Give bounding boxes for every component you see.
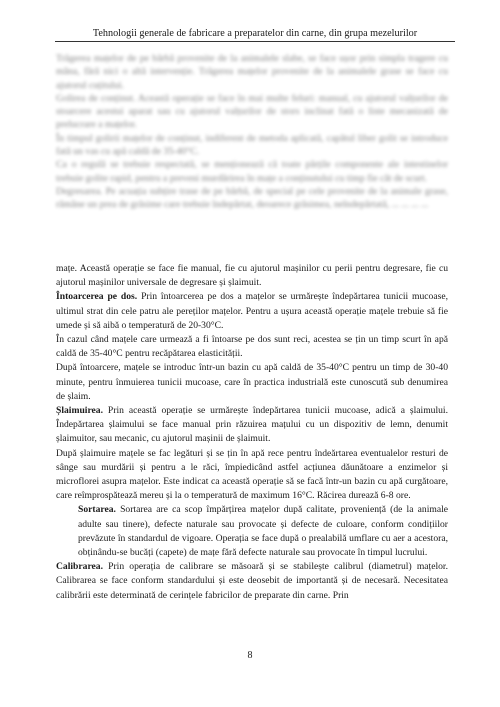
paragraph	[56, 361, 448, 404]
paragraph-text: Sortarea are ca scop împărțirea mațelor după calitate, proveniență (de la animale adulte sau tinere), defecte naturale sau provocate și defecte de culoare, conform condițiilor prevăzute în standardul de vigoare. Operația se face după o prealabilă umflare cu aer a acestora, obținându-se bucăți (capete) de mațe fără defecte naturale sau provocate în timpul lucrului.	[78, 504, 448, 559]
paragraph-text: mațe. Această operație se face fie manual, fie cu ajutorul mașinilor cu perii pentru degresare, fie cu ajutorul mașinilor universale de degresare și șlaimuit.	[56, 263, 448, 289]
paragraph-text: După șlaimuire mațele se fac legături și se țin în apă rece pentru îndeărtarea eventualelor resturi de sânge sau murdării și pentru a le răci, împiedicând astfel acțiunea dăunătoare a enzimelor și microflorei asupra mațelor. Este indicat ca această operație să se facă într-un bazin cu apă curgătoare, care reîmprospătează mereu și la o temperatură de maximum 16°C. Răcirea durează 6-8 ore.	[56, 447, 448, 502]
body-text	[56, 262, 448, 603]
section-heading: Întoarcerea pe dos.	[56, 291, 138, 303]
blurred-paragraph: În timpul golirii mațelor de conținut, indiferent de metoda aplicată, capătul liber golit se introduce fată un vas cu apă caldă de 35-40°C.	[56, 132, 448, 158]
section-heading: Șlaimuirea.	[56, 405, 103, 417]
page-number: 8	[247, 650, 253, 661]
paragraph	[56, 290, 448, 333]
blurred-paragraph: Trăgerea mațelor de pe bărbă provenite de la animalele slabe, se face ușor prin simpla tragere cu mâna, fără nici o altă intervenție. Trăgerea mațelor provenite de la animalele grase se face cu ajutorul cuțitului.	[56, 53, 448, 91]
header-rule	[55, 41, 455, 42]
paragraph	[56, 560, 448, 603]
paragraph-text: În cazul când mațele care urmează a fi întoarse pe dos sunt reci, acestea se țin un timp scurt în apă caldă de 35-40°C pentru recăpătarea elasticității.	[56, 334, 448, 360]
blurred-paragraph: Golirea de conținut. Această operație se face în mai multe feluri: manual, cu ajutorul valțurilor de stoarcere acestui aparat sau cu ajutorul valțurilor de stors inclinat fată o liste mecanizată de prelucrare a mațelor.	[56, 92, 448, 131]
paragraph-text: Prin operația de calibrare se măsoară și se stabilește calibrul (diametrul) mațelor. Calibrarea se face conform standardului și este deosebit de importantă și de necesară. Necesitatea calibrării este determinată de cerințele fabricilor de preparate din carne. Prin	[56, 561, 448, 601]
section-heading: Calibrarea.	[56, 561, 103, 573]
paragraph-text: Prin această operație se urmărește îndepărtarea tunicii mucoase, adică a șlaimului. Îndepărtarea șlaimului se face manual prin răzuirea mațului cu un dispozitiv de lemn, denumit șlaimuitor, sau mecanic, cu ajutorul mașinii de șlaimuit.	[56, 405, 448, 445]
paragraph-text: După întoarcere, mațele se introduc într-un bazin cu apă caldă de 35-40°C pentru un timp de 30-40 minute, pentru înmuierea tunicii mucoase, care în practica industrială este cunoscută sub denumirea de șlaim.	[56, 362, 448, 402]
section-heading: Sortarea.	[78, 504, 116, 516]
blurred-text-section	[56, 52, 448, 257]
blurred-paragraph: Degresarea. Pe acuația subțire trase de pe bărbă, de special pe cele provenite de la animale grase, rămâne un prea de grăsime care trebuie îndepărtat, deoarece grăsimea, neîndepărtată, ... ... ... ...	[56, 185, 448, 211]
running-header: Tehnologii generale de fabricare a preparatelor din carne, din grupa mezelurilor	[92, 28, 418, 39]
paragraph-text: Prin întoarcerea pe dos a mațelor se urmărește îndepărtarea tunicii mucoase, ultimul strat din cele patru ale pereților mațelor. Pentru a ușura această operație mațele trebuie să fie umede și să aibă o temperatură de 20-30°C.	[56, 291, 448, 331]
paragraph	[56, 333, 448, 361]
paragraph	[56, 503, 448, 560]
blurred-paragraph: Ca o regulă se trebuie respectată, se menționează că toate părțile componente ale intestinelor trebuie golite rapid, pentru a preveni murdărirea în mațe a conținutului cu timp fie cât de scurt.	[56, 159, 448, 184]
paragraph	[56, 447, 448, 504]
paragraph	[56, 404, 448, 447]
paragraph	[56, 262, 448, 290]
